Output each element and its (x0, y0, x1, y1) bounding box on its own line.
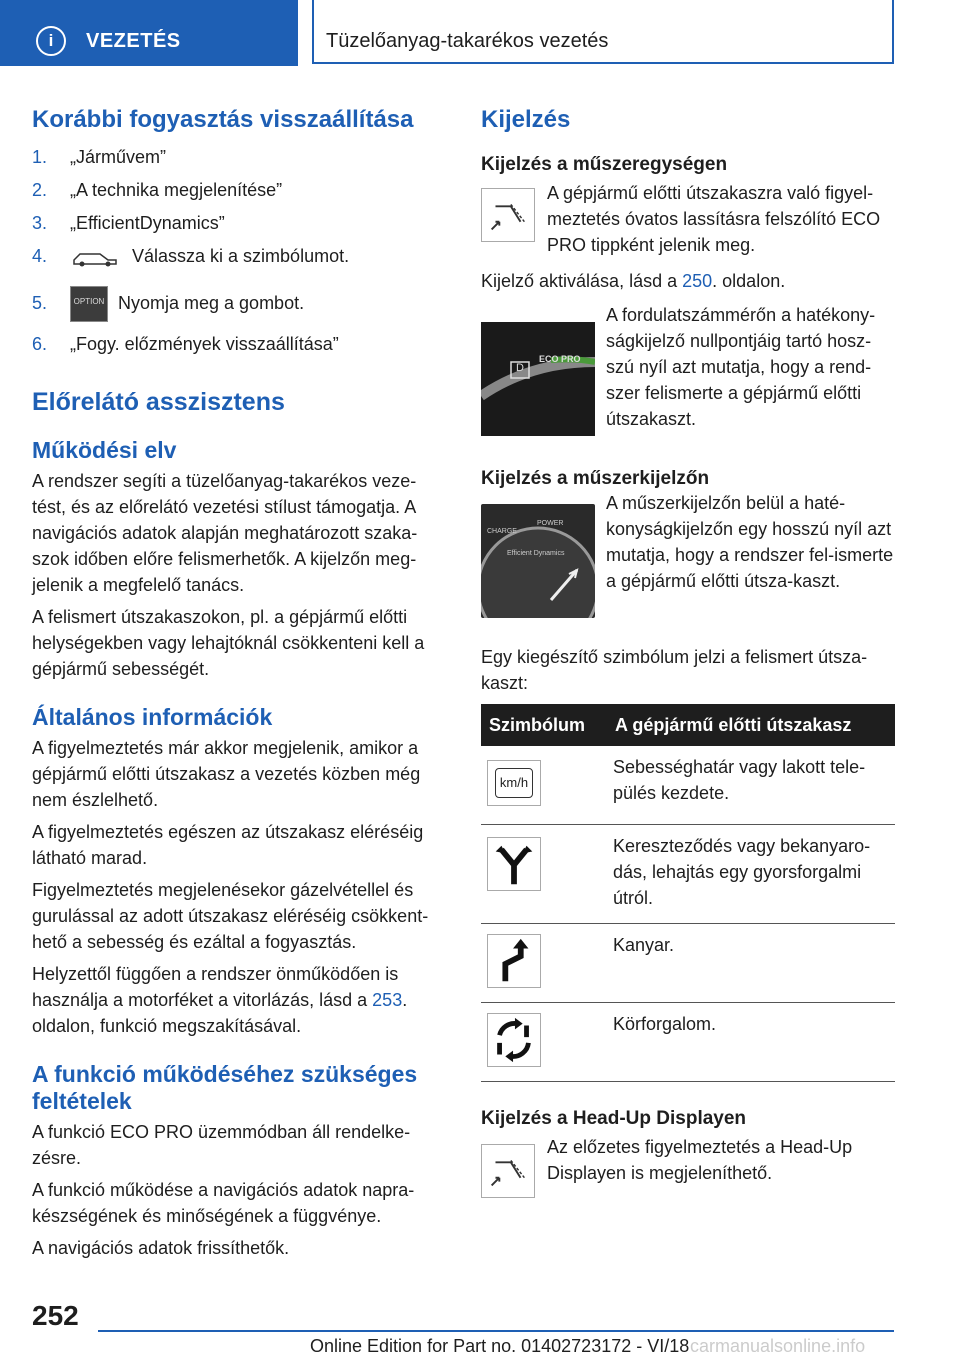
paragraph: A rendszer segíti a tüzelőanyag-takarékos veze-tést, és az előrelátó vezetési stílust támogatja. A navigációs adatok alapján meghatározott szaka-szok időben előre felismerhetők. A kijelzőn meg-jelenik a megfelelő tanács. (32, 471, 418, 595)
list-item: 6. „Fogy. előzmények visszaállítása” (32, 334, 339, 354)
paragraph: A fordulatszámmérőn a hatékony-ságkijelző nullpontjáig tartó hosz-szú nyíl azt mutatja, hogy a rend-szer felismerte a gépjármű előtti útszakaszt. (606, 305, 876, 429)
list-item: 2. „A technika megjelenítése” (32, 180, 283, 200)
paragraph: A navigációs adatok frissíthetők. (32, 1238, 290, 1258)
warning-symbol-icon (481, 188, 535, 242)
gear-indicator: D (516, 362, 524, 374)
paragraph: Az előzetes figyelmeztetés a Head-Up Displayen is megjeleníthető. (547, 1137, 853, 1183)
option-button-icon: OPTION (70, 286, 108, 322)
table-row (481, 1003, 895, 1082)
paragraph: A gépjármű előtti útszakaszra való figyel-meztetés óvatos lassításra felszólító ECO PRO tippként jelenik meg. (547, 183, 881, 255)
instrument-block (481, 493, 895, 638)
heading-conditions: A funkció működéséhez szükséges feltételek (32, 1061, 418, 1114)
page-link[interactable]: 250 (682, 271, 713, 291)
list-item: 4. Válassza ki a szimbólumot. (32, 243, 444, 283)
gauge-label: POWER (537, 520, 564, 527)
list-item: 5. OPTION Nyomja meg a gombot. (32, 283, 444, 331)
heading-display: Kijelzés (481, 106, 571, 133)
table-row (481, 746, 895, 825)
watermark: carmanualsonline.info (690, 1336, 866, 1356)
heading-cluster: Kijelzés a műszeregységen (481, 154, 728, 175)
gauge-label: CHARGE (487, 528, 517, 535)
hud-block (481, 1137, 895, 1220)
left-column (32, 98, 444, 1261)
paragraph: Figyelmeztetés megjelenésekor gázelvétellel és gurulással az adott útszakasz eléréséig csökkent-hető a sebesség és ezáltal a fogyasztás. (32, 880, 429, 952)
table-row (481, 825, 895, 924)
info-icon: i (36, 26, 66, 56)
table-header: Szimbólum (481, 704, 607, 746)
paragraph: Kijelző aktiválása, lásd a 250. oldalon. (481, 271, 786, 291)
section-label: VEZETÉS (86, 30, 181, 52)
paragraph: A felismert útszakaszokon, pl. a gépjármű előtti helységekben vagy lehajtóknál csökkenteni kell a gépjármű sebességét. (32, 607, 425, 679)
steps-list (32, 144, 444, 364)
curve-icon (487, 934, 541, 988)
eco-pro-label: ECO PRO (539, 354, 581, 364)
list-item: 1. „Járművem” (32, 147, 167, 167)
kmh-icon: km/h (487, 760, 541, 806)
table-cell: Kanyar. (607, 924, 895, 1003)
right-column (481, 98, 895, 1220)
page-link[interactable]: 253 (372, 990, 403, 1010)
heading-reset: Korábbi fogyasztás visszaállítása (32, 106, 414, 133)
heading-instrument: Kijelzés a műszerkijelzőn (481, 468, 710, 489)
car-settings-icon (70, 246, 122, 268)
paragraph: Helyzettől függően a rendszer önműködően is használja a motorféket a vitorlázás, lásd a 253. oldalon, funkció megszakításával. (32, 964, 408, 1036)
roundabout-icon (487, 1013, 541, 1067)
table-row (481, 924, 895, 1003)
table-cell: Kereszteződés vagy bekanyaro-dás, lehajtás egy gyorsforgalmi útról. (607, 825, 895, 924)
heading-hud: Kijelzés a Head-Up Displayen (481, 1108, 747, 1129)
rev-block (481, 305, 895, 460)
paragraph: A figyelmeztetés egészen az útszakasz eléréséig látható marad. (32, 822, 424, 868)
heading-assistant: Előrelátó asszisztens (32, 388, 285, 416)
paragraph: A funkció ECO PRO üzemmódban áll rendelke-zésre. (32, 1122, 411, 1168)
rev-counter-image (481, 322, 595, 436)
junction-icon (487, 837, 541, 891)
paragraph: Egy kiegészítő szimbólum jelzi a felismert útsza-kaszt: (481, 647, 868, 693)
edition-text: Online Edition for Part no. 01402723172 - VI/18 (310, 1336, 690, 1356)
page-number: 252 (32, 1300, 79, 1331)
cluster-block (481, 184, 895, 268)
heading-general: Általános információk (32, 704, 273, 730)
paragraph: A figyelmeztetés már akkor megjelenik, amikor a gépjármű előtti útszakasz a vezetés közben még nem észlelhető. (32, 738, 421, 810)
footer-divider (98, 1330, 894, 1332)
efficiency-gauge-image (481, 504, 595, 618)
symbol-table (481, 704, 895, 1082)
paragraph: A funkció működése a navigációs adatok napra-készségének és minőségének a függvénye. (32, 1180, 415, 1226)
section-tab (0, 0, 298, 66)
table-cell: Körforgalom. (607, 1003, 895, 1082)
hud-warning-icon (481, 1144, 535, 1198)
heading-principle: Működési elv (32, 437, 177, 463)
table-header: A gépjármű előtti útszakasz (607, 704, 895, 746)
list-item: 3. „EfficientDynamics” (32, 213, 225, 233)
paragraph: A műszerkijelzőn belül a haté-konyságkijelzőn egy hosszú nyíl azt mutatja, hogy a rendszer fel-ismerte a gépjármű előtti útsza-kaszt. (606, 493, 894, 591)
chapter-header (312, 0, 894, 64)
gauge-label: Efficient Dynamics (507, 550, 565, 557)
chapter-title: Tüzelőanyag-takarékos vezetés (326, 30, 609, 52)
table-cell: Sebességhatár vagy lakott tele-pülés kezdete. (607, 746, 895, 825)
